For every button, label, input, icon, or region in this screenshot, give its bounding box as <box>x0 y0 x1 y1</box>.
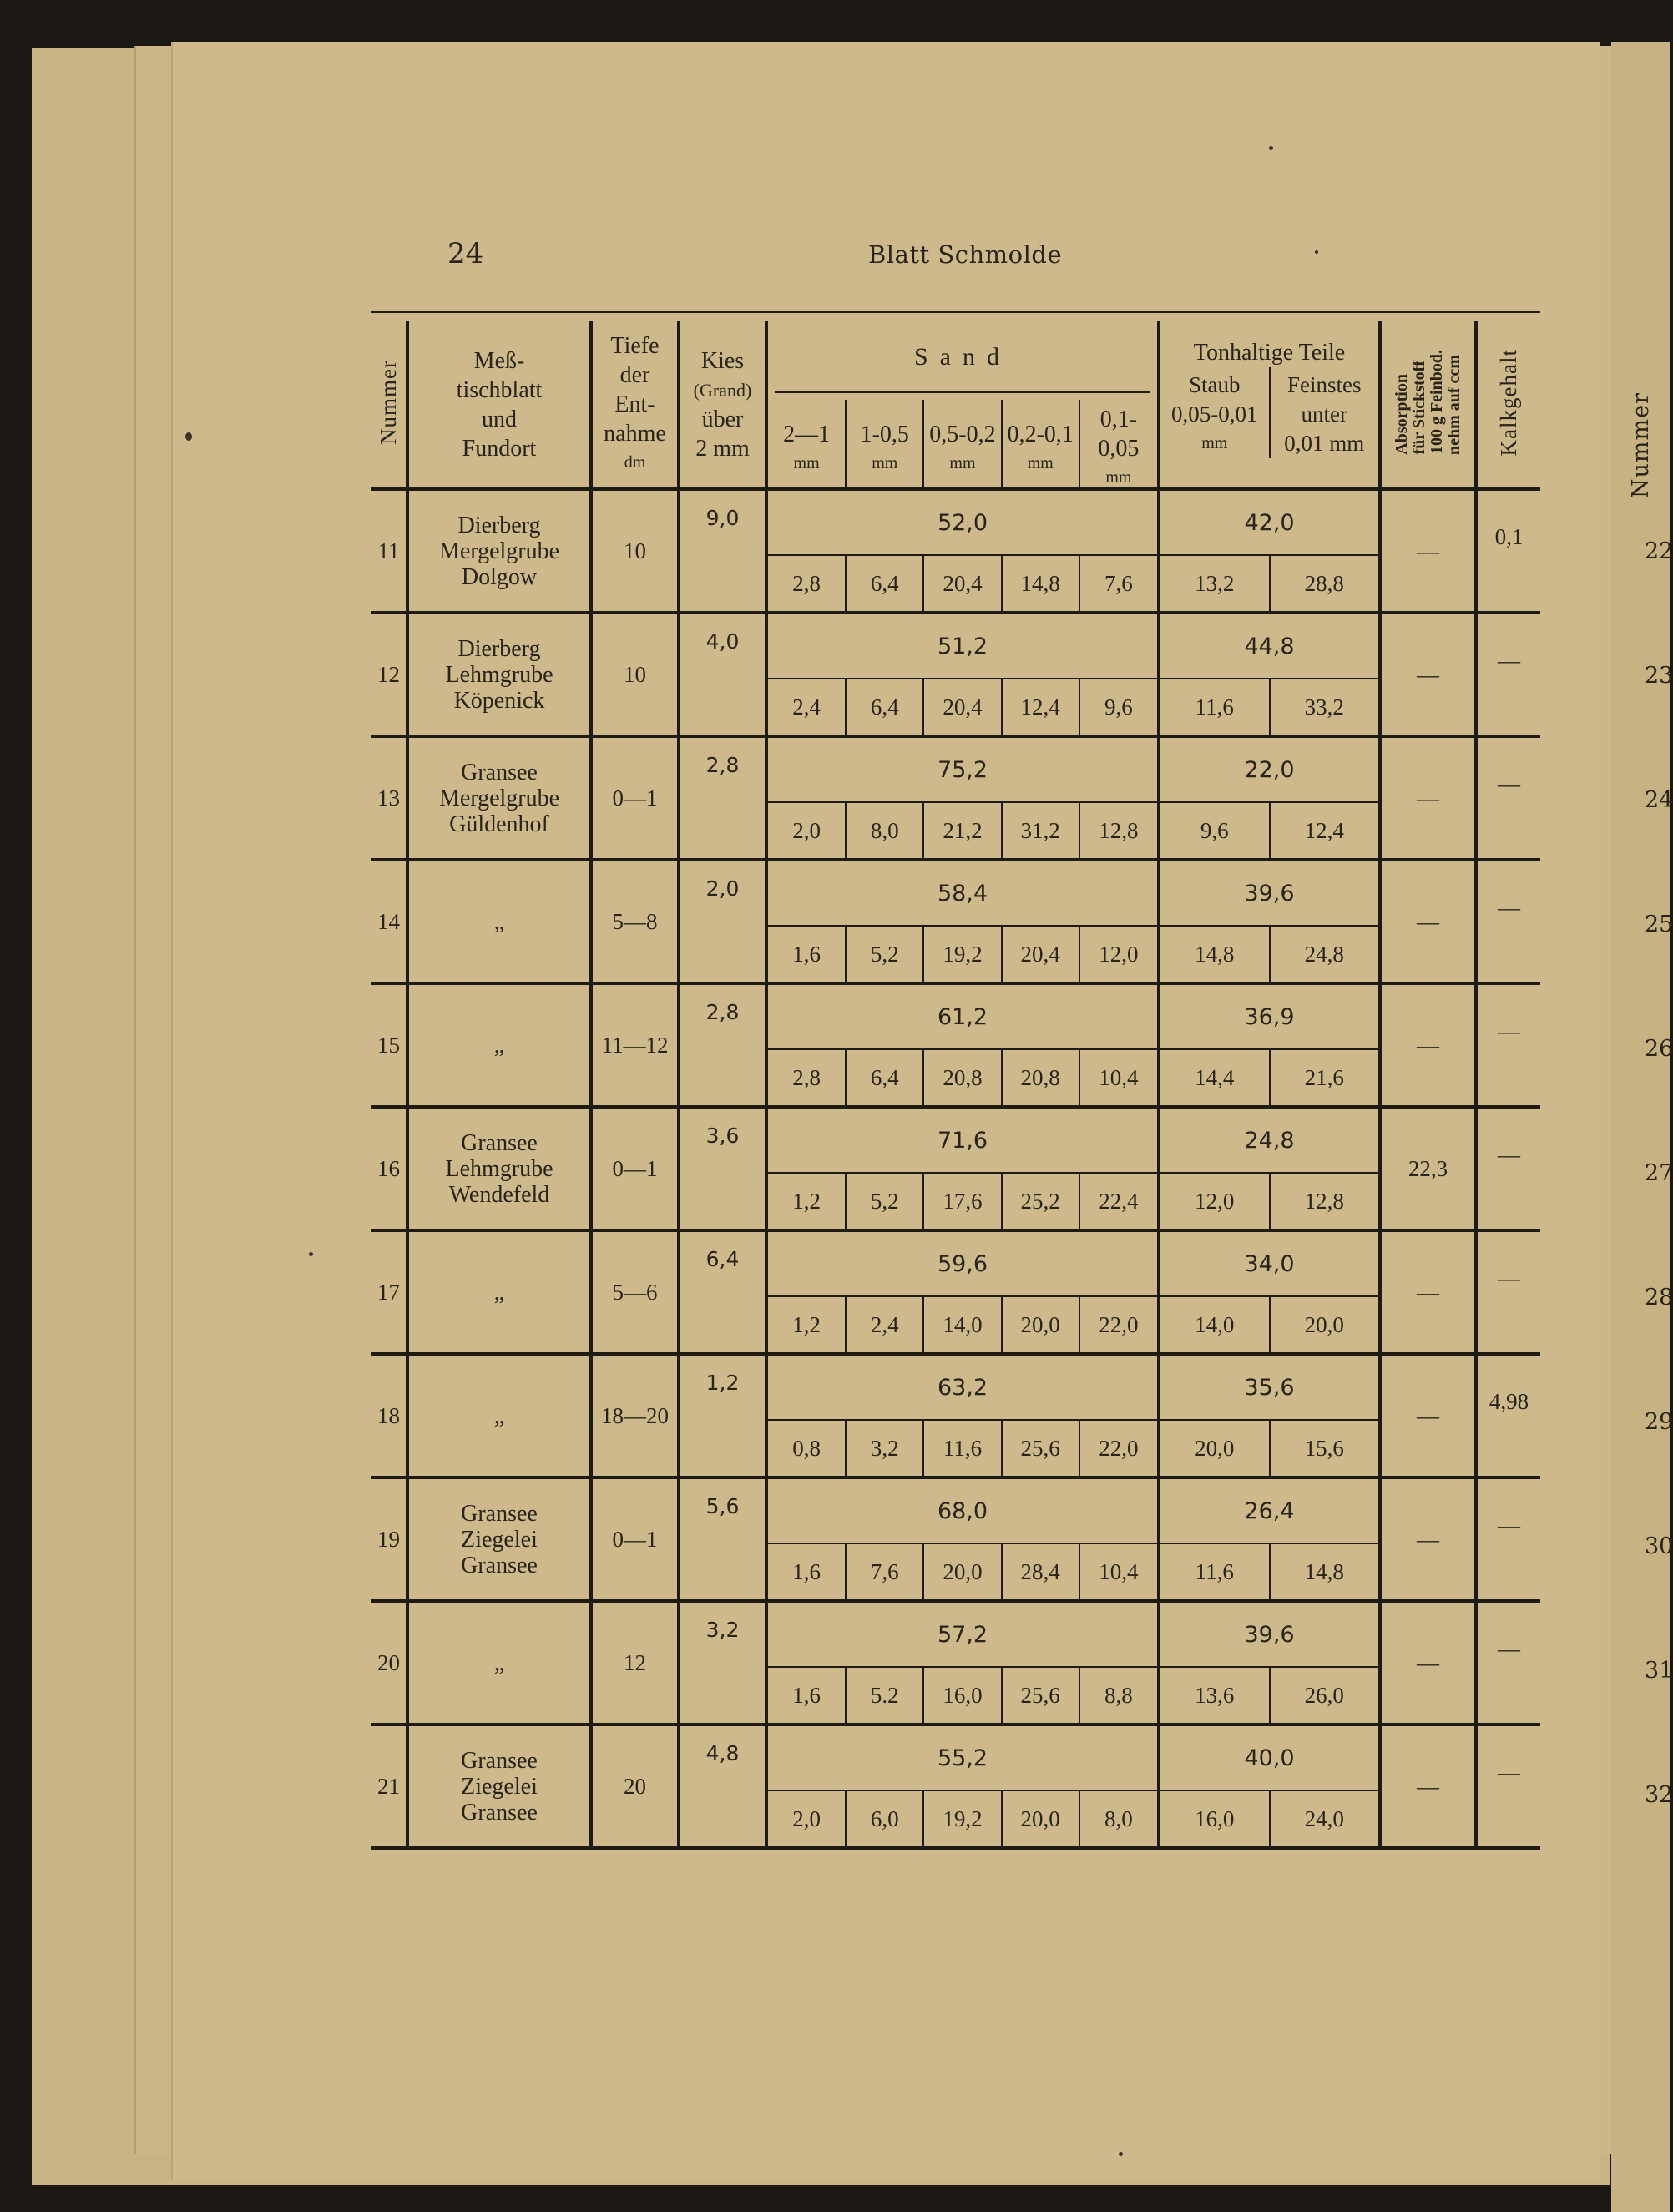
sand-total: 52,0 <box>768 491 1157 555</box>
sand-total: 61,2 <box>768 985 1157 1049</box>
fundort: Gransee Mergelgrube Güldenhof <box>407 736 591 860</box>
row-number: 14 <box>371 860 407 983</box>
sand-fraction-value: 19,2 <box>923 1790 1001 1846</box>
sand-fraction-value: 20,8 <box>923 1049 1001 1105</box>
header-sand-col: 0,2-0,1 mm <box>1002 400 1079 487</box>
kalkgehalt-value: — <box>1476 860 1540 983</box>
sand-cell <box>766 1354 1159 1477</box>
sand-fraction-value: 6,0 <box>846 1790 923 1846</box>
sand-cell <box>766 983 1159 1107</box>
fundort: „ <box>407 1230 591 1354</box>
sand-fraction-value: 8,0 <box>846 802 923 858</box>
fundort: Dierberg Lehmgrube Köpenick <box>407 613 591 736</box>
ton-cell <box>1159 1107 1380 1230</box>
table-row <box>371 489 1540 613</box>
row-number: 11 <box>371 489 407 613</box>
ton-cell <box>1159 489 1380 613</box>
tiefe-value: 0—1 <box>591 1477 679 1601</box>
ton-total: 40,0 <box>1160 1726 1378 1790</box>
sand-cell <box>766 1601 1159 1725</box>
sand-fraction-value: 12,4 <box>1002 679 1079 735</box>
row-number: 12 <box>371 613 407 736</box>
table-row <box>371 1230 1540 1354</box>
sand-fraction-value: 28,4 <box>1002 1543 1079 1599</box>
ton-total: 36,9 <box>1160 985 1378 1049</box>
header-sand: Sand 2—1 mm 1-0,5 mm 0,5-0,2 mm 0,2-0,1 mm 0,1-0,05 mm <box>766 321 1159 489</box>
kies-value: 5,6 <box>679 1477 766 1601</box>
tiefe-value: 11—12 <box>591 983 679 1107</box>
sand-cell <box>766 1725 1159 1848</box>
kies-value: 6,4 <box>679 1230 766 1354</box>
absorption-value: — <box>1380 613 1476 736</box>
sand-fraction-value: 3,2 <box>846 1420 923 1476</box>
sand-fraction-value: 2,0 <box>792 817 821 843</box>
ton-total: 24,8 <box>1160 1109 1378 1173</box>
sand-total: 71,6 <box>768 1109 1157 1173</box>
sand-fraction-value: 1,2 <box>792 1311 821 1337</box>
next-page-row-number: 28 <box>1645 1285 1673 1311</box>
kalkgehalt-value: — <box>1476 613 1540 736</box>
feinstes-value: 24,8 <box>1270 926 1379 982</box>
table-row <box>371 736 1540 860</box>
sand-cell <box>766 736 1159 860</box>
kalkgehalt-value: — <box>1476 1107 1540 1230</box>
feinstes-value: 12,8 <box>1270 1173 1379 1229</box>
absorption-value: — <box>1380 1725 1476 1848</box>
sand-fraction-value: 2,8 <box>792 1064 821 1090</box>
fundort: „ <box>407 860 591 983</box>
row-number: 17 <box>371 1230 407 1354</box>
sand-fraction-value: 8,8 <box>1079 1667 1157 1723</box>
row-number: 16 <box>371 1107 407 1230</box>
ton-cell <box>1159 1601 1380 1725</box>
feinstes-value: 26,0 <box>1270 1667 1379 1723</box>
feinstes-value: 28,8 <box>1270 555 1379 611</box>
tiefe-value: 5—6 <box>591 1230 679 1354</box>
tiefe-value: 0—1 <box>591 1107 679 1230</box>
staub-value: 9,6 <box>1200 817 1229 843</box>
sand-fraction-value: 6,4 <box>846 555 923 611</box>
kalkgehalt-value: — <box>1476 1477 1540 1601</box>
sand-cell <box>766 613 1159 736</box>
table-row <box>371 1477 1540 1601</box>
sand-fraction-value: 14,8 <box>1002 555 1079 611</box>
header-kalkgehalt: Kalkgehalt <box>1476 321 1540 489</box>
sand-fraction-value: 20,0 <box>1002 1790 1079 1846</box>
fundort: „ <box>407 1354 591 1477</box>
sand-fraction-value: 12,0 <box>1079 926 1157 982</box>
absorption-value: — <box>1380 489 1476 613</box>
sand-fraction-value: 20,4 <box>1002 926 1079 982</box>
sand-fraction-value: 25,6 <box>1002 1667 1079 1723</box>
kies-value: 2,8 <box>679 983 766 1107</box>
sand-fraction-value: 2,4 <box>846 1296 923 1352</box>
sand-fraction-value: 20,8 <box>1002 1049 1079 1105</box>
table-row <box>371 1725 1540 1848</box>
sand-fraction-value: 22,4 <box>1079 1173 1157 1229</box>
fundort: Gransee Ziegelei Gransee <box>407 1477 591 1601</box>
header-messtischblatt: Meß- tischblatt und Fundort <box>407 321 591 489</box>
sand-fraction-value: 16,0 <box>923 1667 1001 1723</box>
sand-fraction-value: 17,6 <box>923 1173 1001 1229</box>
kies-value: 9,0 <box>679 489 766 613</box>
sand-fraction-value: 2,0 <box>792 1805 821 1831</box>
ton-cell <box>1159 983 1380 1107</box>
sand-fraction-value: 1,2 <box>792 1188 821 1214</box>
tiefe-value: 12 <box>591 1601 679 1725</box>
sand-fraction-value: 6,4 <box>846 1049 923 1105</box>
kies-value: 3,6 <box>679 1107 766 1230</box>
sand-fraction-value: 8,0 <box>1079 1790 1157 1846</box>
table-row <box>371 1354 1540 1477</box>
sand-fraction-value: 10,4 <box>1079 1543 1157 1599</box>
ton-cell <box>1159 1725 1380 1848</box>
page-number: 24 <box>447 237 484 270</box>
sand-fraction-value: 22,0 <box>1079 1296 1157 1352</box>
ton-total: 26,4 <box>1160 1479 1378 1543</box>
sand-fraction-value: 20,4 <box>923 679 1001 735</box>
sand-fraction-value: 20,4 <box>923 555 1001 611</box>
feinstes-value: 14,8 <box>1270 1543 1379 1599</box>
next-page-row-number: 31 <box>1645 1658 1673 1684</box>
kies-value: 2,0 <box>679 860 766 983</box>
sand-fraction-value: 10,4 <box>1079 1049 1157 1105</box>
fundort: Gransee Lehmgrube Wendefeld <box>407 1107 591 1230</box>
staub-value: 11,6 <box>1195 1558 1234 1584</box>
next-page-row-number: 26 <box>1645 1036 1673 1062</box>
row-number: 19 <box>371 1477 407 1601</box>
header-tonhaltige-teile: Tonhaltige Teile Staub 0,05-0,01 mm Feinstes unter 0,01 mm <box>1159 321 1380 489</box>
table-row <box>371 983 1540 1107</box>
kalkgehalt-value: 0,1 <box>1476 489 1540 613</box>
feinstes-value: 33,2 <box>1270 679 1379 735</box>
header-sand-col: 0,1-0,05 mm <box>1079 400 1157 487</box>
print-speck <box>1315 250 1318 254</box>
tiefe-value: 0—1 <box>591 736 679 860</box>
sand-fraction-value: 21,2 <box>923 802 1001 858</box>
feinstes-value: 24,0 <box>1270 1790 1379 1846</box>
sand-cell <box>766 1107 1159 1230</box>
feinstes-value: 15,6 <box>1270 1420 1379 1476</box>
next-page-row-number: 29 <box>1645 1409 1673 1435</box>
ton-cell <box>1159 736 1380 860</box>
next-page-row-number: 32 <box>1645 1782 1673 1808</box>
kies-value: 3,2 <box>679 1601 766 1725</box>
next-page-header: Nummer <box>1628 392 1654 499</box>
row-number: 21 <box>371 1725 407 1848</box>
sand-fraction-value: 1,6 <box>792 1682 821 1708</box>
print-speck <box>1269 146 1273 150</box>
absorption-value: — <box>1380 1354 1476 1477</box>
sand-fraction-value: 2,8 <box>792 570 821 596</box>
staub-value: 12,0 <box>1195 1188 1235 1214</box>
row-number: 18 <box>371 1354 407 1477</box>
running-head: Blatt Schmolde <box>868 240 1063 269</box>
ton-total: 44,8 <box>1160 614 1378 679</box>
ton-total: 42,0 <box>1160 491 1378 555</box>
next-page-row-number: 24 <box>1645 787 1673 813</box>
absorption-value: — <box>1380 736 1476 860</box>
sand-fraction-value: 22,0 <box>1079 1420 1157 1476</box>
next-page-row-number: 25 <box>1645 912 1673 937</box>
header-sand-col: 0,5-0,2 mm <box>923 400 1001 487</box>
table-row <box>371 1601 1540 1725</box>
tiefe-value: 10 <box>591 613 679 736</box>
sand-fraction-value: 7,6 <box>846 1543 923 1599</box>
fundort: Gransee Ziegelei Gransee <box>407 1725 591 1848</box>
sand-fraction-value: 14,0 <box>923 1296 1001 1352</box>
sand-fraction-value: 25,2 <box>1002 1173 1079 1229</box>
next-page-edge <box>1611 42 1673 2212</box>
ton-total: 39,6 <box>1160 1603 1378 1667</box>
feinstes-value: 12,4 <box>1270 802 1379 858</box>
sand-fraction-value: 2,4 <box>792 694 821 720</box>
kalkgehalt-value: — <box>1476 736 1540 860</box>
sand-fraction-value: 6,4 <box>846 679 923 735</box>
sand-fraction-value: 5.2 <box>846 1667 923 1723</box>
tiefe-value: 20 <box>591 1725 679 1848</box>
staub-value: 11,6 <box>1195 694 1234 720</box>
ton-total: 39,6 <box>1160 861 1378 926</box>
sand-fraction-value: 0,8 <box>792 1435 821 1461</box>
absorption-value: — <box>1380 860 1476 983</box>
staub-value: 13,2 <box>1195 570 1235 596</box>
staub-value: 13,6 <box>1195 1682 1235 1708</box>
header-nummer: Nummer <box>371 321 407 489</box>
sand-fraction-value: 9,6 <box>1079 679 1157 735</box>
absorption-value: 22,3 <box>1380 1107 1476 1230</box>
next-page-row-number: 23 <box>1645 663 1673 689</box>
ton-total: 22,0 <box>1160 738 1378 802</box>
kies-value: 1,2 <box>679 1354 766 1477</box>
next-page-row-number: 30 <box>1645 1533 1673 1559</box>
tiefe-value: 5—8 <box>591 860 679 983</box>
ton-cell <box>1159 1477 1380 1601</box>
absorption-value: — <box>1380 1230 1476 1354</box>
sand-fraction-value: 19,2 <box>923 926 1001 982</box>
ton-total: 34,0 <box>1160 1232 1378 1296</box>
ton-cell <box>1159 613 1380 736</box>
soil-analysis-table <box>371 311 1540 1863</box>
table-row <box>371 613 1540 736</box>
kies-value: 2,8 <box>679 736 766 860</box>
sand-total: 51,2 <box>768 614 1157 679</box>
staub-value: 14,4 <box>1195 1064 1235 1090</box>
sand-total: 58,4 <box>768 861 1157 926</box>
header-sand-col: 2—1 mm <box>783 421 831 472</box>
kies-value: 4,8 <box>679 1725 766 1848</box>
ton-cell <box>1159 1230 1380 1354</box>
tiefe-value: 18—20 <box>591 1354 679 1477</box>
print-speck <box>1119 2152 1123 2156</box>
kies-value: 4,0 <box>679 613 766 736</box>
staub-value: 14,8 <box>1195 941 1235 967</box>
fundort: „ <box>407 983 591 1107</box>
header-sand-col: 1-0,5 mm <box>846 400 923 487</box>
kalkgehalt-value: — <box>1476 1230 1540 1354</box>
sand-fraction-value: 1,6 <box>792 1558 821 1584</box>
row-number: 15 <box>371 983 407 1107</box>
header-tiefe: Tiefe der Ent- nahme dm <box>591 321 679 489</box>
sand-fraction-value: 20,0 <box>923 1543 1001 1599</box>
fundort: „ <box>407 1601 591 1725</box>
print-speck <box>309 1252 313 1256</box>
next-page-row-number: 27 <box>1645 1160 1673 1186</box>
sand-fraction-value: 25,6 <box>1002 1420 1079 1476</box>
sand-cell <box>766 1477 1159 1601</box>
ton-cell <box>1159 1354 1380 1477</box>
sand-total: 68,0 <box>768 1479 1157 1543</box>
sand-total: 63,2 <box>768 1356 1157 1420</box>
kalkgehalt-value: — <box>1476 1601 1540 1725</box>
print-speck <box>185 432 192 441</box>
staub-value: 16,0 <box>1195 1805 1235 1831</box>
kalkgehalt-value: — <box>1476 983 1540 1107</box>
sand-fraction-value: 20,0 <box>1002 1296 1079 1352</box>
sand-fraction-value: 5,2 <box>846 1173 923 1229</box>
sand-fraction-value: 31,2 <box>1002 802 1079 858</box>
feinstes-value: 21,6 <box>1270 1049 1379 1105</box>
kalkgehalt-value: — <box>1476 1725 1540 1848</box>
sand-total: 75,2 <box>768 738 1157 802</box>
absorption-value: — <box>1380 1477 1476 1601</box>
table-row <box>371 860 1540 983</box>
ton-total: 35,6 <box>1160 1356 1378 1420</box>
header-kies: Kies (Grand) über 2 mm <box>679 321 766 489</box>
sand-fraction-value: 11,6 <box>923 1420 1001 1476</box>
absorption-value: — <box>1380 983 1476 1107</box>
staub-value: 20,0 <box>1195 1435 1235 1461</box>
table-row <box>371 1107 1540 1230</box>
sand-fraction-value: 12,8 <box>1079 802 1157 858</box>
header-staub: Staub 0,05-0,01 mm <box>1171 372 1258 452</box>
fundort: Dierberg Mergelgrube Dolgow <box>407 489 591 613</box>
sand-cell <box>766 489 1159 613</box>
absorption-value: — <box>1380 1601 1476 1725</box>
sand-cell <box>766 860 1159 983</box>
sand-fraction-value: 7,6 <box>1079 555 1157 611</box>
sand-total: 55,2 <box>768 1726 1157 1790</box>
feinstes-value: 20,0 <box>1270 1296 1379 1352</box>
next-page-row-number: 22 <box>1645 538 1673 564</box>
row-number: 20 <box>371 1601 407 1725</box>
row-number: 13 <box>371 736 407 860</box>
tiefe-value: 10 <box>591 489 679 613</box>
staub-value: 14,0 <box>1195 1311 1235 1337</box>
header-feinstes: Feinstes unter 0,01 mm <box>1270 367 1379 458</box>
sand-fraction-value: 5,2 <box>846 926 923 982</box>
sand-total: 57,2 <box>768 1603 1157 1667</box>
header-absorption: Absorptionfür Stickstoff100 g Feinbod.nehm auf ccm <box>1380 321 1476 489</box>
sand-total: 59,6 <box>768 1232 1157 1296</box>
sand-fraction-value: 1,6 <box>792 941 821 967</box>
kalkgehalt-value: 4,98 <box>1476 1354 1540 1477</box>
ton-cell <box>1159 860 1380 983</box>
sand-cell <box>766 1230 1159 1354</box>
